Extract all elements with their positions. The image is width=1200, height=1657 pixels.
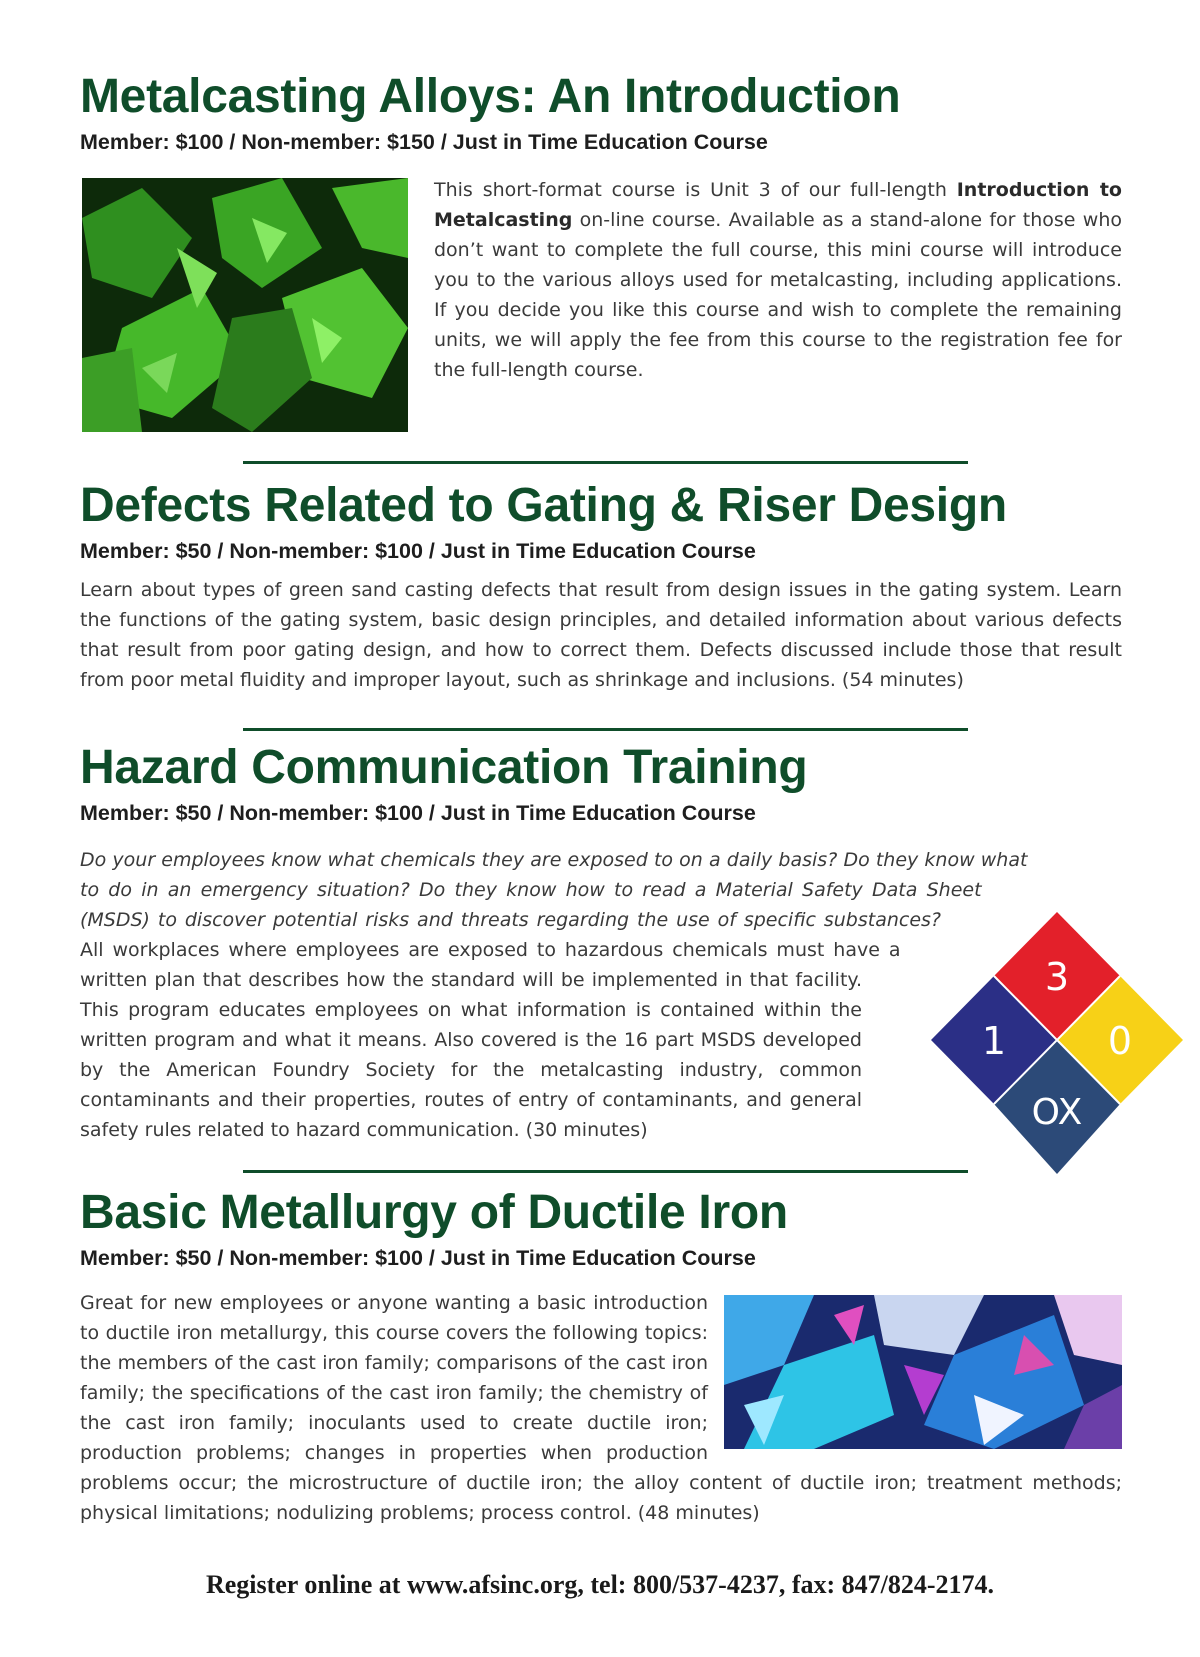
course-description: Great for new employees or anyone wanting a basic introduction to ductile iron metallurgy, this course covers the following topics: the members of the cast iron family; comparisons of the cast iron family; the specifications of the cast iron family; the chemistry of the cast iron family; inoculants used to create ductile iron; production problems; changes in properties when production problems occur; the microstructure of ductile iron; the alloy content of ductile iron; treatment methods; physical limitations; nodulizing problems; process control. (48 minutes) — [80, 1292, 1122, 1524]
course-ductile-iron — [80, 1186, 1122, 1272]
course-link-text: Introduction to Metalcasting — [434, 179, 1122, 231]
flammability-rating: 3 — [1044, 955, 1070, 999]
divider — [243, 1170, 968, 1173]
course-title: Basic Metallurgy of Ductile Iron — [80, 1186, 788, 1239]
green-crystal-graphic — [82, 178, 408, 432]
ductile-iron-microstructure-image — [724, 1295, 1122, 1449]
course-title: Hazard Communication Training — [80, 741, 808, 794]
course-price: Member: $50 / Non-member: $100 / Just in Time Education Course — [80, 1246, 756, 1270]
nfpa-hazard-diamond — [928, 912, 1186, 1190]
course-price: Member: $50 / Non-member: $100 / Just in Time Education Course — [80, 539, 756, 563]
registration-footer: Register online at www.afsinc.org, tel: 800/537-4237, fax: 847/824-2174. — [205, 1570, 995, 1599]
course-defects-gating — [80, 479, 1122, 695]
course-hazard-communication — [80, 741, 1122, 827]
health-rating: 1 — [981, 1019, 1007, 1063]
alloy-microstructure-image — [82, 178, 408, 432]
divider — [243, 728, 968, 731]
course-title: Defects Related to Gating & Riser Design — [80, 479, 1007, 532]
course-description: This short-format course is Unit 3 of our full-length Introduction to Metalcasting on-line course. Available as a stand-alone for those who don’t want to complete the full course, this mini course will introduce you to the various alloys used for metalcasting, including applications. If you decide you like this course and wish to complete the remaining units, we will apply the fee from this course to the registration fee for the full-length course. — [434, 179, 1122, 381]
course-metalcasting-alloys — [80, 70, 1122, 156]
course-title: Metalcasting Alloys: An Introduction — [80, 70, 901, 123]
course-description: Learn about types of green sand casting defects that result from design issues in the gating system. Learn the functions of the gating system, basic design principles, and detailed information about various defects that result from poor gating design, and how to correct them. Defects discussed include those that result from poor metal fluidity and improper layout, such as shrinkage and inclusions. (54 minutes) — [80, 579, 1122, 691]
course-description: Do your employees know what chemicals they are exposed to on a daily basis? Do they know what to do in an emergency situation? Do they know how to read a Material Safety Data Sheet (MSDS) to discover potential risks and threats regarding the use of specific substances? All workplaces where employees are exposed to hazardous chemicals must have a written plan that describes how the standard will be implemented in that facility. This program educates employees on what information is contained within the written program and what it means. Also covered is the 16 part MSDS developed by the American Foundry Society for the metalcasting industry, common contaminants and their properties, routes of entry of contaminants, and general safety rules related to hazard communication. (30 minutes) — [80, 849, 1028, 1141]
divider — [243, 461, 968, 464]
reactivity-rating: 0 — [1107, 1019, 1133, 1063]
special-hazard-label: OX — [1031, 1092, 1083, 1133]
course-price: Member: $100 / Non-member: $150 / Just in Time Education Course — [80, 130, 768, 154]
course-price: Member: $50 / Non-member: $100 / Just in Time Education Course — [80, 801, 756, 825]
crystal-micrograph-graphic — [724, 1295, 1122, 1449]
